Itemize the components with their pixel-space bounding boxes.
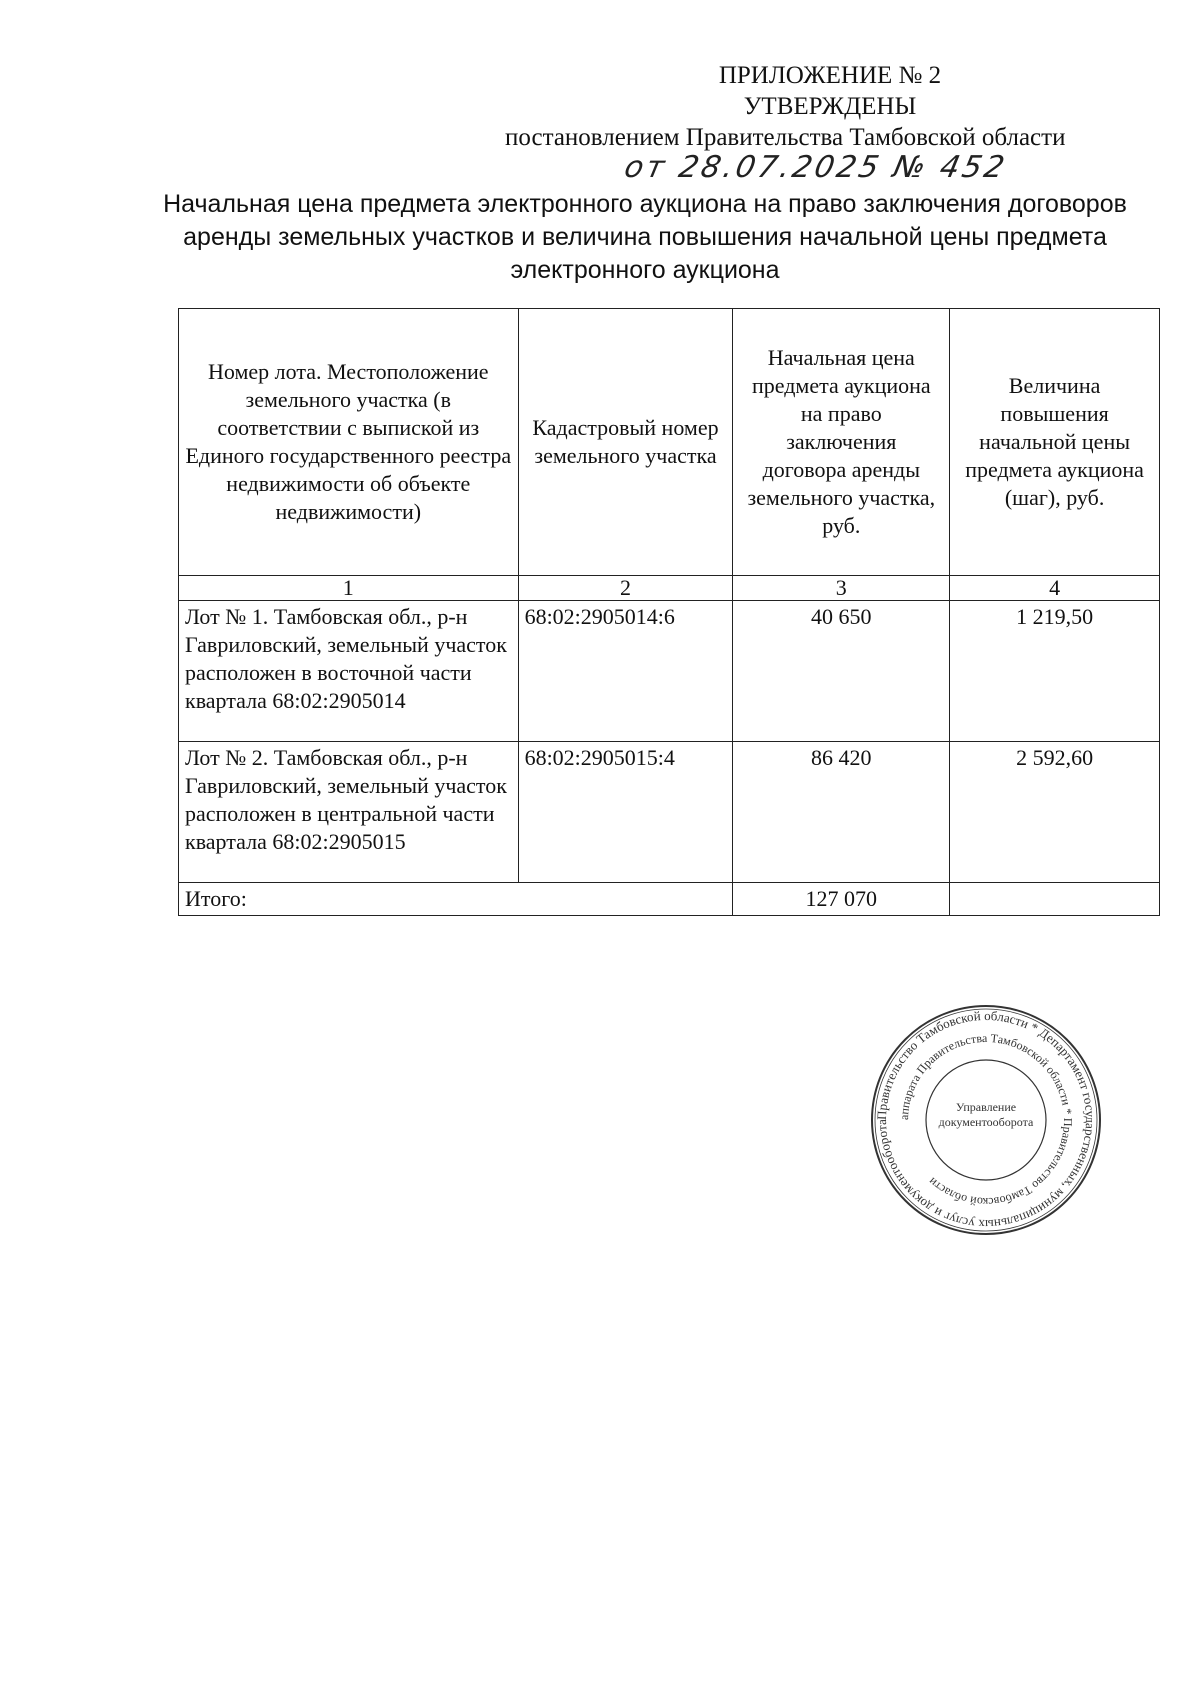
table-row (179, 601, 1160, 742)
seal-center-text: Управление документооборота (938, 1100, 1034, 1129)
header-step: Величина повышения начальной цены предмета аукциона (шаг), руб. (950, 309, 1160, 576)
seal-icon (866, 1000, 1106, 1240)
seal-inner-text: аппарата Правительства Тамбовской области * Правительство Тамбовской области (896, 1030, 1076, 1210)
lot-price: 40 650 (733, 601, 950, 742)
appendix-label: ПРИЛОЖЕНИЕ № 2 (718, 62, 942, 89)
approved-label: УТВЕРЖДЕНЫ (743, 93, 917, 120)
decree-label: постановлением Правительства Тамбовской области (505, 124, 1066, 151)
header-block (500, 60, 1160, 153)
table-row (179, 742, 1160, 883)
lot-price: 86 420 (733, 742, 950, 883)
total-row (179, 883, 1160, 916)
lots-table (178, 308, 1160, 916)
total-empty-cell (950, 883, 1160, 916)
header-start-price: Начальная цена предмета аукциона на право заключения договора аренды земельного участка, руб. (733, 309, 950, 576)
table-header-row (179, 309, 1160, 576)
lot-step: 2 592,60 (950, 742, 1160, 883)
lot-cadastral: 68:02:2905014:6 (518, 601, 733, 742)
header-cadastral: Кадастровый номер земельного участка (518, 309, 733, 576)
lot-cadastral: 68:02:2905015:4 (518, 742, 733, 883)
column-number: 3 (733, 576, 950, 601)
total-label: Итого: (179, 883, 733, 916)
header-location: Номер лота. Местоположение земельного участка (в соответствии с выпиской из Единого государственного реестра недвижимости об объекте недвижимости) (179, 309, 519, 576)
column-number: 1 (179, 576, 519, 601)
lot-location: Лот № 1. Тамбовская обл., р-н Гавриловский, земельный участок расположен в восточной части квартала 68:02:2905014 (179, 601, 519, 742)
lot-step: 1 219,50 (950, 601, 1160, 742)
lot-location: Лот № 2. Тамбовская обл., р-н Гавриловский, земельный участок расположен в центральной части квартала 68:02:2905015 (179, 742, 519, 883)
document-title: Начальная цена предмета электронного аукциона на право заключения договоров аренды земельных участков и величина повышения начальной цены предмета электронного аукциона (163, 190, 1127, 284)
total-value: 127 070 (733, 883, 950, 916)
column-number-row (179, 576, 1160, 601)
seal-outer-text: Правительство Тамбовской области * Департамент государственных, муниципальных услуг и документооборота (873, 1007, 1099, 1233)
column-number: 4 (950, 576, 1160, 601)
column-number: 2 (518, 576, 733, 601)
official-seal (866, 1000, 1106, 1240)
handwritten-date-number: от 28.07.2025 № 452 (621, 150, 1011, 185)
